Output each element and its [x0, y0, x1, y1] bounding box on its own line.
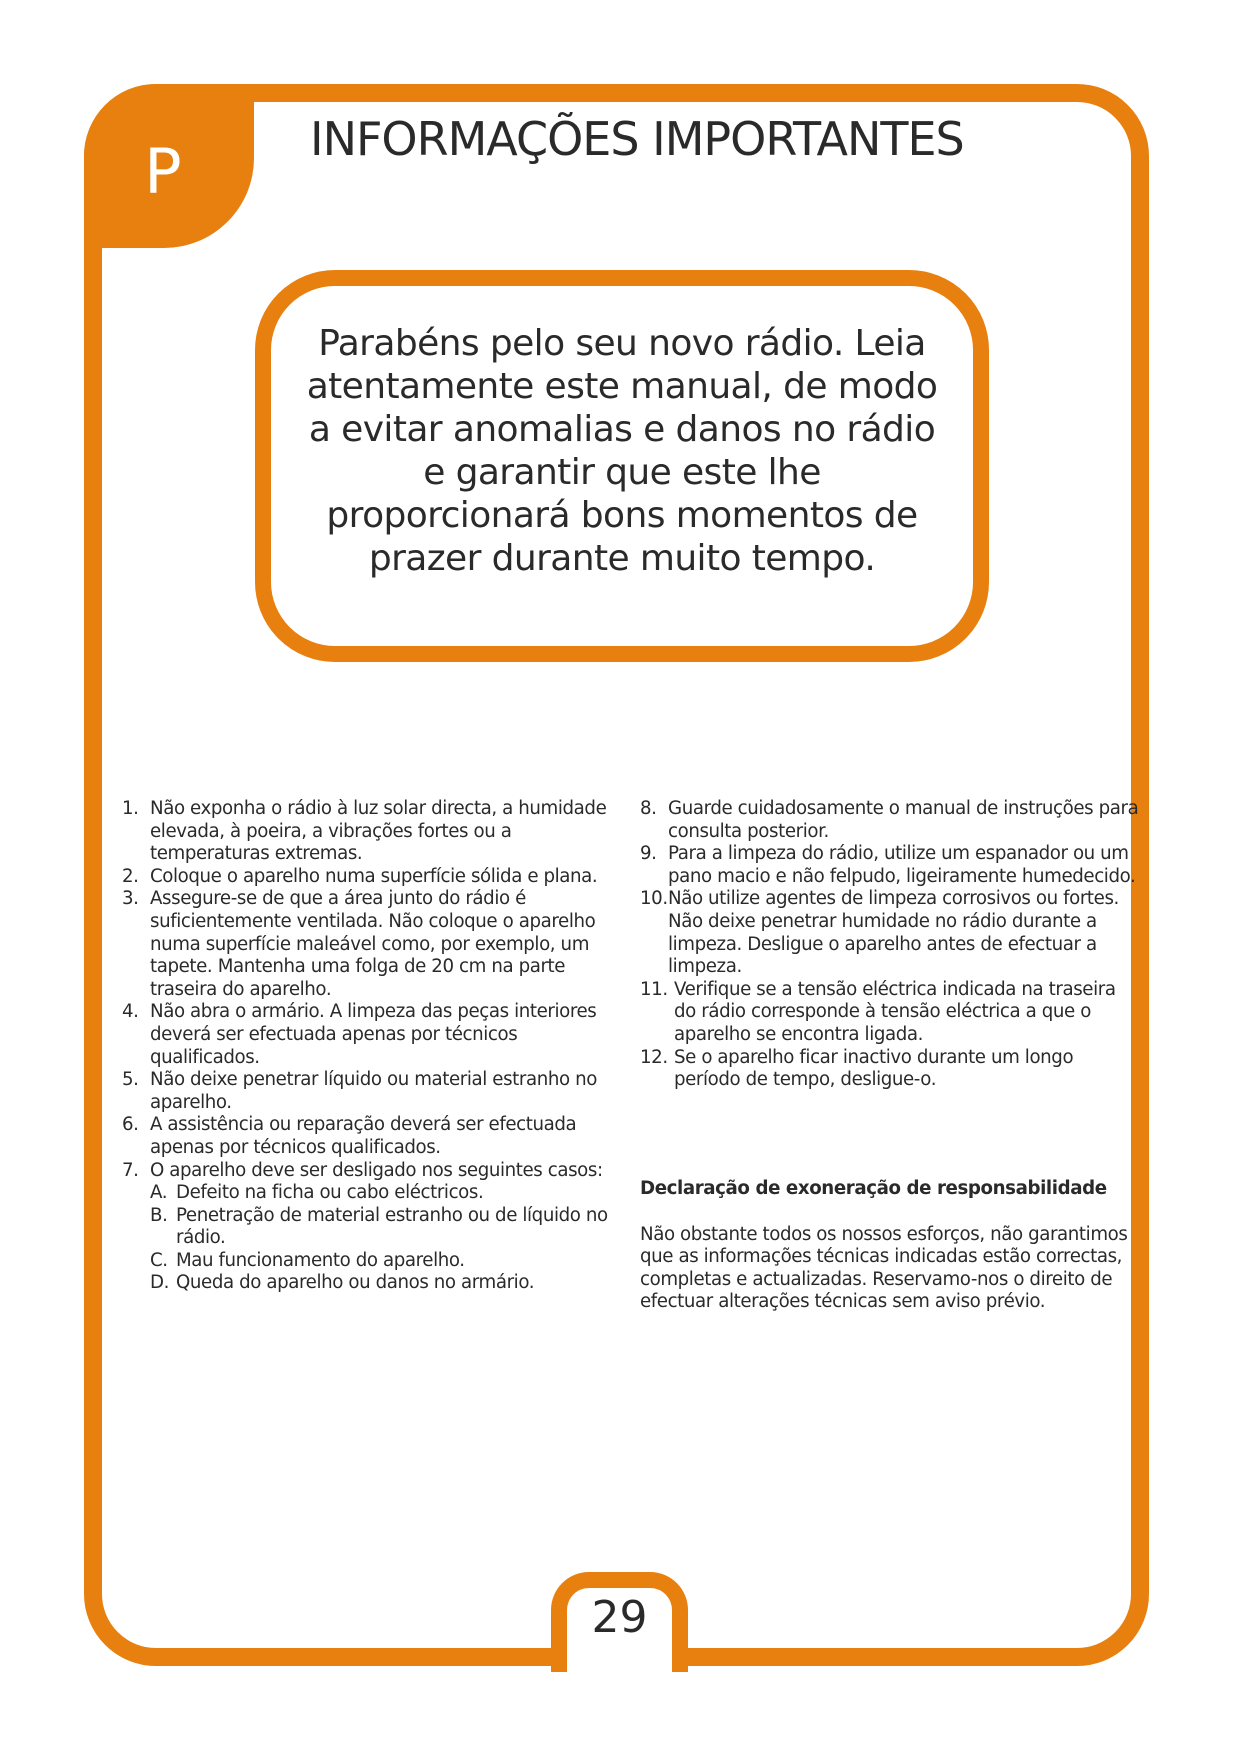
list-number: 12.	[640, 1046, 668, 1068]
list-item	[640, 979, 1140, 1047]
page-title: INFORMAÇÕES IMPORTANTES	[310, 112, 964, 166]
list-number: 2.	[122, 865, 139, 887]
sub-list-item	[122, 1272, 612, 1295]
list-text: Não exponha o rádio à luz solar directa, a humidade elevada, à poeira, a vibrações fortes ou a temperaturas extremas.	[150, 798, 607, 865]
list-number: 10.	[640, 888, 668, 910]
list-item	[640, 843, 1140, 888]
sub-list-text: Mau funcionamento do aparelho.	[176, 1249, 465, 1271]
list-number: 7.	[122, 1159, 139, 1181]
list-item	[640, 888, 1140, 978]
sub-list-text: Penetração de material estranho ou de líquido no rádio.	[176, 1204, 608, 1249]
list-text: Guarde cuidadosamente o manual de instruções para consulta posterior.	[668, 798, 1139, 842]
sub-list-letter: B.	[150, 1204, 168, 1226]
list-item	[122, 798, 612, 866]
list-number: 9.	[640, 843, 657, 865]
list-item	[122, 1069, 612, 1114]
list-number: 6.	[122, 1114, 139, 1136]
intro-text: Parabéns pelo seu novo rádio. Leia atentamente este manual, de modo a evitar anomalias e danos no rádio e garantir que este lhe proporcionará bons momentos de prazer durante muito tempo.	[306, 323, 938, 579]
list-item	[122, 866, 612, 889]
list-text: Assegure-se de que a área junto do rádio é suficientemente ventilada. Não coloque o aparelho numa superfície maleável como, por exemplo, um tapete. Mantenha uma folga de 20 cm na parte traseira do aparelho.	[150, 888, 596, 1000]
page-tab-mask	[567, 1648, 672, 1672]
list-number: 11.	[640, 978, 668, 1000]
list-text: Coloque o aparelho numa superfície sólida e plana.	[150, 865, 598, 887]
sub-list-letter: C.	[150, 1249, 168, 1271]
sub-list-item	[122, 1250, 612, 1273]
list-text: Não abra o armário. A limpeza das peças interiores deverá ser efectuada apenas por técnicos qualificados.	[150, 1001, 597, 1068]
list-number: 8.	[640, 798, 657, 819]
disclaimer-text: Não obstante todos os nossos esforços, não garantimos que as informações técnicas indicadas estão correctas, completas e actualizadas. Reservamo-nos o direito de efectuar alterações técnicas sem aviso prévio.	[640, 1223, 1128, 1313]
list-number: 3.	[122, 888, 139, 910]
sub-list-letter: D.	[150, 1272, 169, 1294]
safety-list-left	[122, 798, 612, 1295]
list-item	[122, 1001, 612, 1069]
list-text: A assistência ou reparação deverá ser efectuada apenas por técnicos qualificados.	[150, 1114, 577, 1158]
list-text: Não utilize agentes de limpeza corrosivos ou fortes. Não deixe penetrar humidade no rádio durante a limpeza. Desligue o aparelho antes de efectuar a limpeza.	[668, 888, 1119, 978]
page-number: 29	[591, 1592, 648, 1643]
sub-list-text: Defeito na ficha ou cabo eléctricos.	[176, 1182, 484, 1204]
disclaimer-title: Declaração de exoneração de responsabilidade	[640, 1178, 1107, 1199]
list-item	[640, 798, 1140, 843]
list-text: Se o aparelho ficar inactivo durante um longo período de tempo, desligue-o.	[674, 1046, 1074, 1091]
list-text: Para a limpeza do rádio, utilize um espanador ou um pano macio e não felpudo, ligeiramente humedecido.	[668, 843, 1136, 887]
list-text: Verifique se a tensão eléctrica indicada na traseira do rádio corresponde à tensão eléctrica a que o aparelho se encontra ligada.	[674, 978, 1116, 1045]
intro-box	[255, 270, 989, 662]
list-number: 1.	[122, 798, 139, 819]
safety-list-right	[640, 798, 1140, 1092]
list-number: 4.	[122, 1001, 139, 1023]
sub-list-text: Queda do aparelho ou danos no armário.	[176, 1272, 535, 1294]
sub-list-item	[122, 1205, 612, 1250]
sub-list-item	[122, 1182, 612, 1205]
list-text: O aparelho deve ser desligado nos seguintes casos:	[150, 1159, 603, 1181]
list-text: Não deixe penetrar líquido ou material estranho no aparelho.	[150, 1069, 597, 1113]
list-item	[122, 1114, 612, 1159]
language-letter: P	[144, 134, 182, 208]
list-item	[122, 1160, 612, 1183]
sub-list-letter: A.	[150, 1182, 168, 1204]
disclaimer-section	[640, 1178, 1140, 1314]
list-item	[122, 888, 612, 1001]
list-number: 5.	[122, 1069, 139, 1091]
list-item	[640, 1047, 1140, 1092]
